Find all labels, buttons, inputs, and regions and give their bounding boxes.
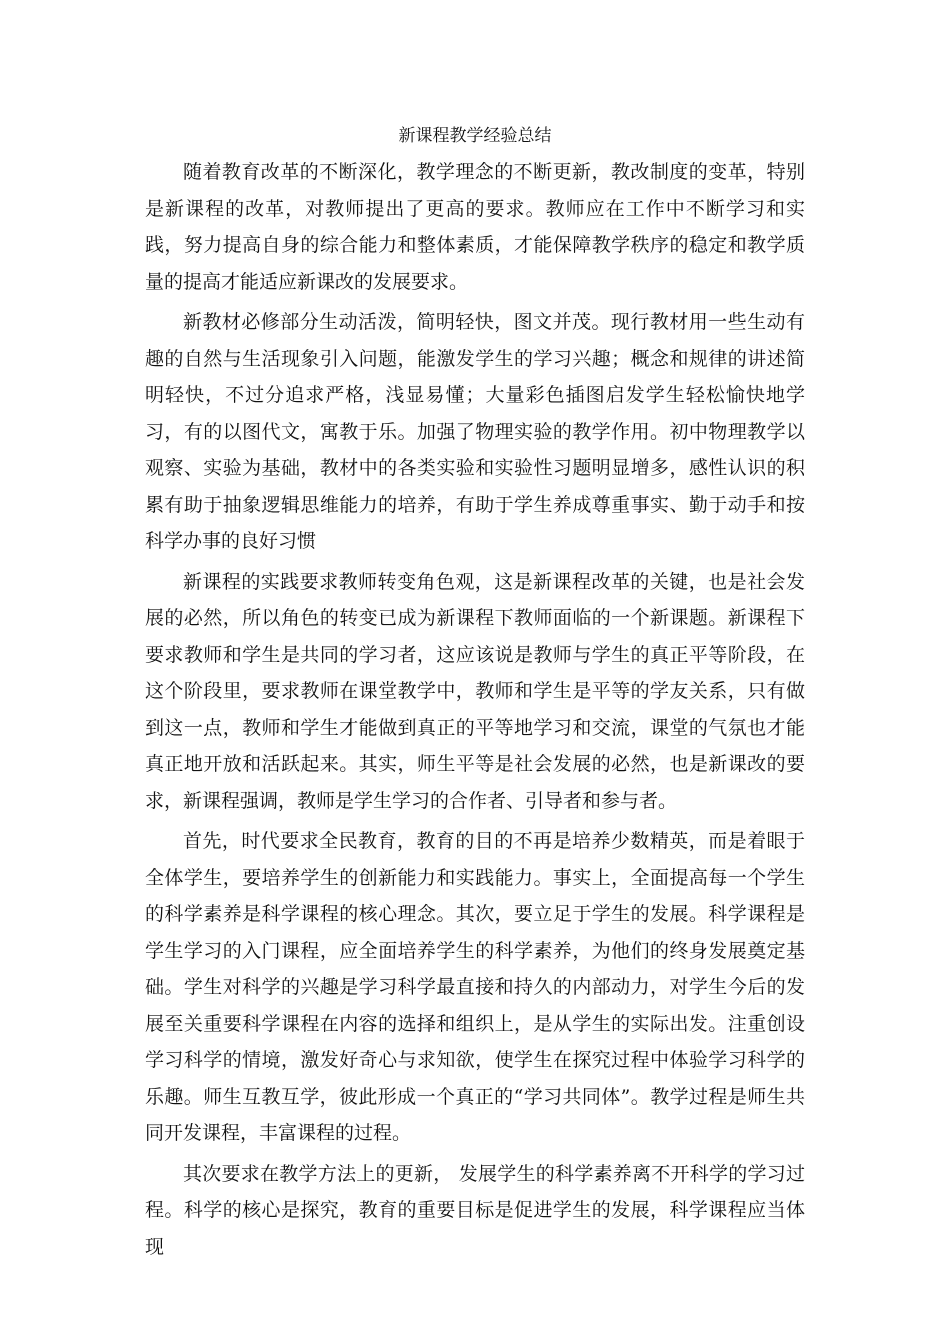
document-title: 新课程教学经验总结 — [398, 126, 552, 146]
paragraph-5: 其次要求在教学方法上的更新， 发展学生的科学素养离不开科学的学习过程。科学的核心是探究，教育的重要目标是促进学生的发展，科学课程应当体现 — [145, 1162, 805, 1258]
document-page — [145, 118, 805, 1265]
paragraph-1: 随着教育改革的不断深化，教学理念的不断更新，教改制度的变革，特别是新课程的改革，对教师提出了更高的要求。教师应在工作中不断学习和实践，努力提高自身的综合能力和整体素质，才能保障教学秩序的稳定和教学质量的提高才能适应新课改的发展要求。 — [145, 161, 805, 293]
paragraph-2: 新教材必修部分生动活泼，简明轻快，图文并茂。现行教材用一些生动有趣的自然与生活现象引入问题，能激发学生的学习兴趣；概念和规律的讲述简明轻快，不过分追求严格，浅显易懂；大量彩色插图启发学生轻松愉快地学习，有的以图代文，寓教于乐。加强了物理实验的教学作用。初中物理教学以观察、实验为基础，教材中的各类实验和实验性习题明显增多，感性认识的积累有助于抽象逻辑思维能力的培养，有助于学生养成尊重事实、勤于动手和按科学办事的良好习惯 — [145, 311, 805, 552]
paragraph-3: 新课程的实践要求教师转变角色观，这是新课程改革的关键，也是社会发展的必然，所以角色的转变已成为新课程下教师面临的一个新课题。新课程下要求教师和学生是共同的学习者，这应该说是教师与学生的真正平等阶段，在这个阶段里，要求教师在课堂教学中，教师和学生是平等的学友关系，只有做到这一点，教师和学生才能做到真正的平等地学习和交流，课堂的气氛也才能真正地开放和活跃起来。其实，师生平等是社会发展的必然，也是新课改的要求，新课程强调，教师是学生学习的合作者、引导者和参与者。 — [145, 570, 805, 812]
paragraph-4: 首先，时代要求全民教育，教育的目的不再是培养少数精英，而是着眼于全体学生，要培养学生的创新能力和实践能力。事实上，全面提高每一个学生的科学素养是科学课程的核心理念。其次，要立足于学生的发展。科学课程是学生学习的入门课程，应全面培养学生的科学素养，为他们的终身发展奠定基础。学生对科学的兴趣是学习科学最直接和持久的内部动力，对学生今后的发展至关重要科学课程在内容的选择和组织上，是从学生的实际出发。注重创设学习科学的情境，激发好奇心与求知欲，使学生在探究过程中体验学习科学的乐趣。师生互教互学，彼此形成一个真正的“学习共同体”。教学过程是师生共同开发课程，丰富课程的过程。 — [145, 830, 805, 1144]
